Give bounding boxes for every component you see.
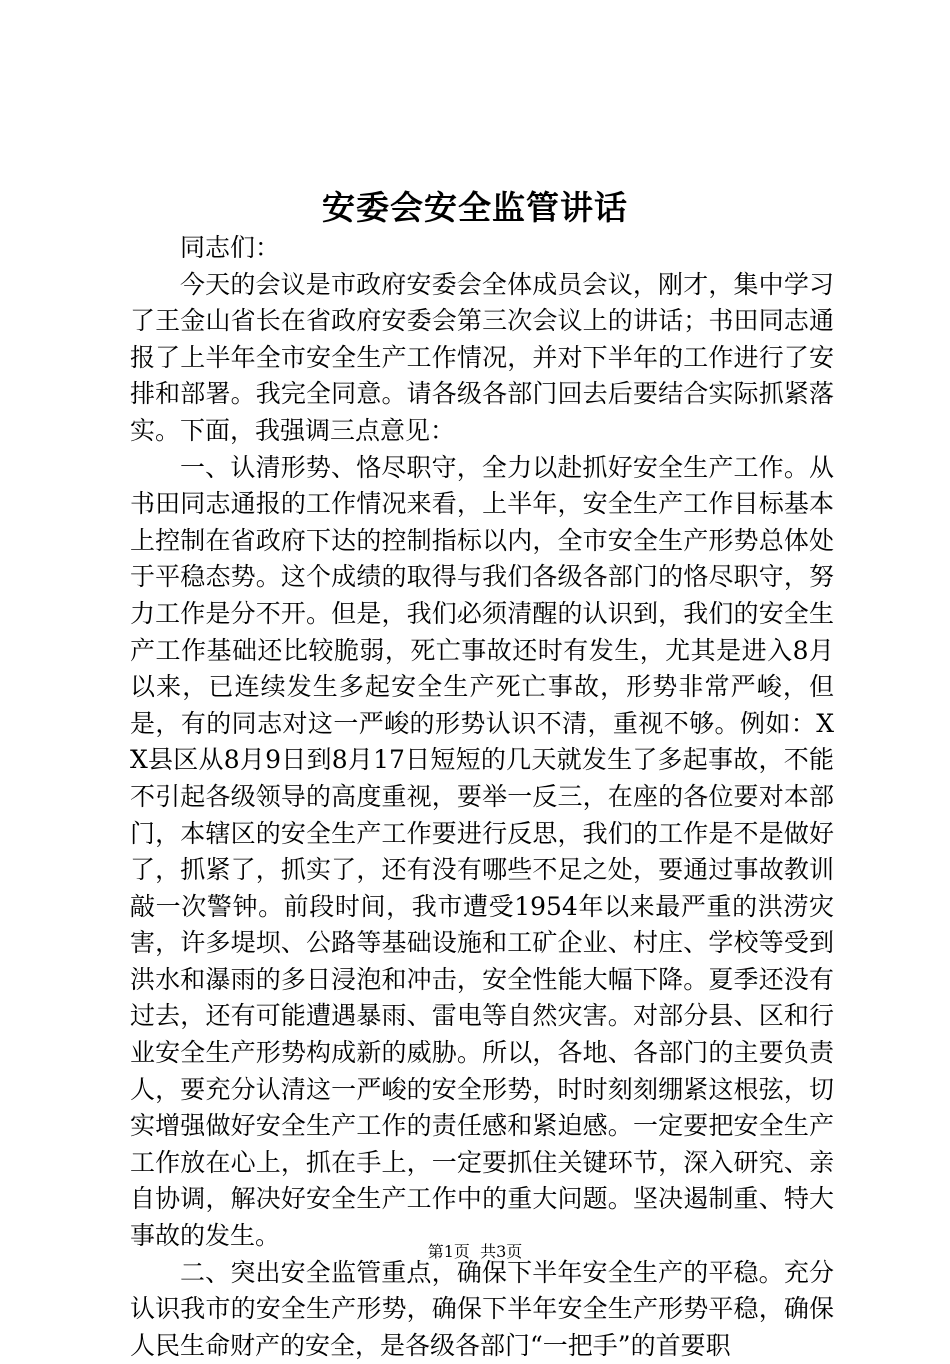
page-footer (0, 1241, 950, 1263)
document-body (130, 230, 834, 1364)
page-number: 第1页 (427, 1242, 470, 1261)
document-title: 安委会安全监管讲话 (322, 188, 628, 227)
page-total: 共3页 (480, 1242, 523, 1261)
paragraph-1: 今天的会议是市政府安委会全体成员会议，刚才，集中学习了王金山省长在省政府安委会第三次会议上的讲话；书田同志通报了上半年全市安全生产工作情况，并对下半年的工作进行了安排和部署。我完全同意。请各级各部门回去后要结合实际抓紧落实。下面，我强调三点意见： (130, 269, 834, 445)
footer-separator (470, 1242, 480, 1261)
paragraph-3: 二、突出安全监管重点，确保下半年安全生产的平稳。充分认识我市的安全生产形势，确保下半年安全生产形势平稳，确保人民生命财产的安全，是各级各部门“一把手”的首要职 (130, 1257, 834, 1360)
salutation: 同志们： (180, 233, 281, 262)
paragraph-2: 一、认清形势、恪尽职守，全力以赴抓好安全生产工作。从书田同志通报的工作情况来看，上半年，安全生产工作目标基本上控制在省政府下达的控制指标以内，全市安全生产形势总体处于平稳态势。这个成绩的取得与我们各级各部门的恪尽职守，努力工作是分不开。但是，我们必须清醒的认识到，我们的安全生产工作基础还比较脆弱，死亡事故还时有发生，尤其是进入8月以来，已连续发生多起安全生产死亡事故，形势非常严峻，但是，有的同志对这一严峻的形势认识不清，重视不够。例如：XX县区从8月9日到8月17日短短的几天就发生了多起事故，不能不引起各级领导的高度重视，要举一反三，在座的各位要对本部门，本辖区的安全生产工作要进行反思，我们的工作是不是做好了，抓紧了，抓实了，还有没有哪些不足之处，要通过事故教训敲一次警钟。前段时间，我市遭受1954年以来最严重的洪涝灾害，许多堤坝、公路等基础设施和工矿企业、村庄、学校等受到洪水和瀑雨的多日浸泡和冲击，安全性能大幅下降。夏季还没有过去，还有可能遭遇暴雨、雷电等自然灾害。对部分县、区和行业安全生产形势构成新的威胁。所以，各地、各部门的主要负责人，要充分认清这一严峻的安全形势，时时刻刻绷紧这根弦，切实增强做好安全生产工作的责任感和紧迫感。一定要把安全生产工作放在心上，抓在手上，一定要抓住关键环节，深入研究、亲自协调，解决好安全生产工作中的重大问题。坚决遏制重、特大事故的发生。 (130, 452, 834, 1251)
